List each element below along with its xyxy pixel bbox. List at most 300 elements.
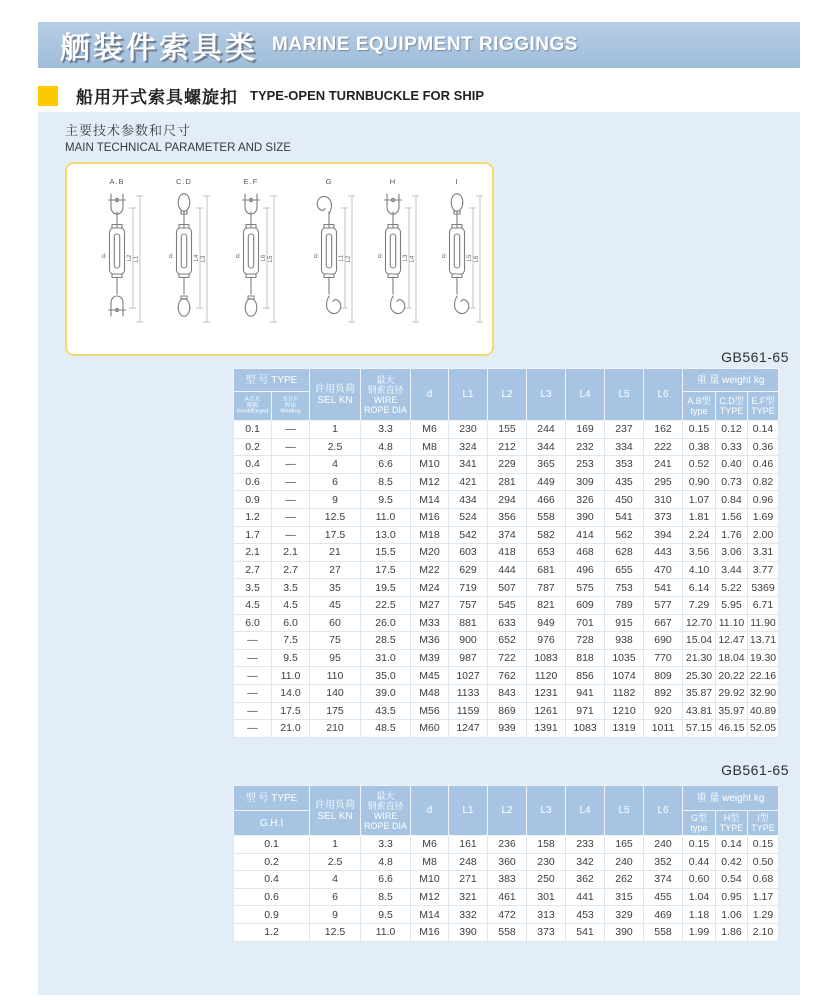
col-header-wire xyxy=(361,369,411,421)
table-cell: 309 xyxy=(566,473,605,491)
table-cell: 1319 xyxy=(605,720,644,738)
dimension-label: L2 xyxy=(346,255,352,263)
table-cell: 453 xyxy=(566,906,605,924)
table-cell: 655 xyxy=(605,561,644,579)
table-cell: 21 xyxy=(310,544,361,562)
table-cell: — xyxy=(272,491,310,509)
col-header-l4: L4 xyxy=(566,786,605,836)
header-line: 焊接 xyxy=(284,402,297,409)
table-cell: 1027 xyxy=(449,667,488,685)
table-cell: 1.06 xyxy=(716,906,748,924)
table-cell: 900 xyxy=(449,632,488,650)
table-cell: 0.68 xyxy=(748,871,779,889)
table-cell: 470 xyxy=(644,561,683,579)
table-cell: 0.84 xyxy=(716,491,748,509)
table-cell: M16 xyxy=(411,508,449,526)
table-cell: 2.00 xyxy=(748,526,779,544)
table1-body xyxy=(234,421,779,738)
header-line: type xyxy=(690,406,708,416)
table-cell: 1.81 xyxy=(683,508,716,526)
table-cell: 653 xyxy=(527,544,566,562)
table-row xyxy=(234,456,779,474)
table-cell: 1.29 xyxy=(748,906,779,924)
table-cell: 229 xyxy=(488,456,527,474)
table-cell: 2.7 xyxy=(234,561,272,579)
table-cell: 1.86 xyxy=(716,923,748,941)
table-cell: 18.04 xyxy=(716,649,748,667)
header-line: A.C.E xyxy=(245,396,260,403)
spec-table-abcdef xyxy=(233,368,779,738)
table-cell: 1.7 xyxy=(234,526,272,544)
diagram-d-label: d xyxy=(314,253,318,260)
table-cell: 0.54 xyxy=(716,871,748,889)
table-cell: 15.5 xyxy=(361,544,411,562)
table-cell: 3.3 xyxy=(361,836,411,854)
table-cell: 1074 xyxy=(605,667,644,685)
table-cell: M10 xyxy=(411,871,449,889)
table-cell: 3.31 xyxy=(748,544,779,562)
table-cell: 0.1 xyxy=(234,421,272,439)
table-cell: 461 xyxy=(488,888,527,906)
table-cell: 575 xyxy=(566,579,605,597)
table-row xyxy=(234,579,779,597)
table-cell: 28.5 xyxy=(361,632,411,650)
table-cell: 13.0 xyxy=(361,526,411,544)
table-cell: 29.92 xyxy=(716,684,748,702)
table-cell: 48.5 xyxy=(361,720,411,738)
table-cell: 6.6 xyxy=(361,871,411,889)
table-cell: — xyxy=(234,632,272,650)
table-cell: 110 xyxy=(310,667,361,685)
table-cell: 728 xyxy=(566,632,605,650)
table-row xyxy=(234,871,779,889)
table-cell: 11.10 xyxy=(716,614,748,632)
table-cell: 455 xyxy=(644,888,683,906)
table-cell: 250 xyxy=(527,871,566,889)
table-cell: 0.90 xyxy=(683,473,716,491)
header-line: Welding xyxy=(280,409,301,415)
table-cell: 248 xyxy=(449,853,488,871)
table-cell: 681 xyxy=(527,561,566,579)
table-cell: 0.2 xyxy=(234,853,310,871)
table-row xyxy=(234,702,779,720)
table-cell: 1391 xyxy=(527,720,566,738)
table-cell: — xyxy=(272,526,310,544)
table-cell: 418 xyxy=(488,544,527,562)
table-cell: 11.0 xyxy=(361,923,411,941)
diagram-label: I xyxy=(455,177,459,186)
table-row xyxy=(234,720,779,738)
table-cell: 753 xyxy=(605,579,644,597)
table-cell: 11.0 xyxy=(272,667,310,685)
table-cell: 414 xyxy=(566,526,605,544)
table-cell: 25.30 xyxy=(683,667,716,685)
table-cell: 1133 xyxy=(449,684,488,702)
table-row xyxy=(234,596,779,614)
table-cell: 1182 xyxy=(605,684,644,702)
diagram-label: E.F xyxy=(243,177,259,186)
header-line: WIRE xyxy=(373,394,398,405)
col-header-sel xyxy=(310,786,361,836)
table-cell: M36 xyxy=(411,632,449,650)
table-cell: — xyxy=(234,702,272,720)
col-header-l6: L6 xyxy=(644,369,683,421)
table-cell: 628 xyxy=(605,544,644,562)
table-cell: 373 xyxy=(644,508,683,526)
table-cell: 0.6 xyxy=(234,888,310,906)
table-cell: 43.5 xyxy=(361,702,411,720)
table-cell: 3.56 xyxy=(683,544,716,562)
table-cell: 633 xyxy=(488,614,527,632)
table-cell: 0.15 xyxy=(748,836,779,854)
banner-title-zh: 舾装件索具类 xyxy=(60,32,258,65)
table-cell: 0.46 xyxy=(748,456,779,474)
table-cell: 949 xyxy=(527,614,566,632)
table-cell: 6.6 xyxy=(361,456,411,474)
table-cell: M27 xyxy=(411,596,449,614)
table-row xyxy=(234,491,779,509)
table-cell: 856 xyxy=(566,667,605,685)
table-cell: 821 xyxy=(527,596,566,614)
table-cell: 1083 xyxy=(566,720,605,738)
col-header-weight-h xyxy=(716,811,748,836)
table-cell: 21.0 xyxy=(272,720,310,738)
spec-table-ghi xyxy=(233,785,779,942)
table-cell: 342 xyxy=(566,853,605,871)
table-cell: 17.5 xyxy=(361,561,411,579)
header-line: ROPE DIA xyxy=(363,404,407,415)
header-line: 最大 xyxy=(376,374,395,385)
col-header-d: d xyxy=(411,786,449,836)
table-cell: 353 xyxy=(605,456,644,474)
table-cell: 9 xyxy=(310,491,361,509)
col-header-l1: L1 xyxy=(449,786,488,836)
table-row xyxy=(234,614,779,632)
table-cell: 690 xyxy=(644,632,683,650)
table-cell: 40.89 xyxy=(748,702,779,720)
col-header-l3: L3 xyxy=(527,786,566,836)
table-cell: 809 xyxy=(644,667,683,685)
table-cell: 233 xyxy=(566,836,605,854)
table-cell: 32.90 xyxy=(748,684,779,702)
table-cell: 35.97 xyxy=(716,702,748,720)
table-cell: 1083 xyxy=(527,649,566,667)
header-line: TYPE xyxy=(719,406,744,416)
table-cell: 4.5 xyxy=(234,596,272,614)
table-cell: 7.5 xyxy=(272,632,310,650)
table-cell: 542 xyxy=(449,526,488,544)
table-cell: 4 xyxy=(310,871,361,889)
table-cell: 230 xyxy=(527,853,566,871)
header-line: H型 xyxy=(723,813,740,823)
table-cell: M39 xyxy=(411,649,449,667)
table-cell: 976 xyxy=(527,632,566,650)
table-cell: 722 xyxy=(488,649,527,667)
table-cell: 667 xyxy=(644,614,683,632)
table-cell: 11.0 xyxy=(361,508,411,526)
table-cell: 365 xyxy=(527,456,566,474)
table-cell: 43.81 xyxy=(683,702,716,720)
table-cell: 1.04 xyxy=(683,888,716,906)
table-cell: 3.06 xyxy=(716,544,748,562)
table-cell: 390 xyxy=(449,923,488,941)
table-cell: 31.0 xyxy=(361,649,411,667)
table-cell: 12.5 xyxy=(310,508,361,526)
table-cell: 441 xyxy=(566,888,605,906)
dimension-label: L1 xyxy=(134,255,140,263)
table-cell: M20 xyxy=(411,544,449,562)
table-cell: 9 xyxy=(310,906,361,924)
header-line: 钢索直径 xyxy=(367,384,404,395)
table-cell: 869 xyxy=(488,702,527,720)
table-cell: 1.07 xyxy=(683,491,716,509)
table-cell: 3.5 xyxy=(272,579,310,597)
col-header-l5: L5 xyxy=(605,786,644,836)
table-cell: M33 xyxy=(411,614,449,632)
table-cell: — xyxy=(234,684,272,702)
table-cell: 0.44 xyxy=(683,853,716,871)
header-line: SEL KN xyxy=(317,810,353,822)
col-header-wire xyxy=(361,786,411,836)
table-cell: 390 xyxy=(605,923,644,941)
table-cell: 27 xyxy=(310,561,361,579)
table-cell: 545 xyxy=(488,596,527,614)
col-header-l2: L2 xyxy=(488,786,527,836)
table-cell: 4 xyxy=(310,456,361,474)
table-cell: 434 xyxy=(449,491,488,509)
table-cell: 541 xyxy=(644,579,683,597)
table-cell: 609 xyxy=(566,596,605,614)
table-cell: 12.47 xyxy=(716,632,748,650)
table-cell: 881 xyxy=(449,614,488,632)
header-line: I型 xyxy=(757,813,769,823)
turnbuckle-drawing-i xyxy=(442,177,483,322)
table-cell: 0.6 xyxy=(234,473,272,491)
table-cell: 294 xyxy=(488,491,527,509)
table-cell: 35 xyxy=(310,579,361,597)
table-cell: 558 xyxy=(488,923,527,941)
table-cell: M18 xyxy=(411,526,449,544)
table-cell: 6.0 xyxy=(272,614,310,632)
table-cell: — xyxy=(272,421,310,439)
table-cell: 1120 xyxy=(527,667,566,685)
table-cell: M14 xyxy=(411,491,449,509)
table-row xyxy=(234,632,779,650)
table-cell: 558 xyxy=(527,508,566,526)
table-cell: 236 xyxy=(488,836,527,854)
table-cell: 915 xyxy=(605,614,644,632)
table-cell: 0.42 xyxy=(716,853,748,871)
col-header-l6: L6 xyxy=(644,786,683,836)
table-row xyxy=(234,544,779,562)
table-cell: 1.18 xyxy=(683,906,716,924)
table-cell: 1 xyxy=(310,836,361,854)
col-header-type: 型 号 TYPE xyxy=(234,369,310,392)
table-cell: 1.56 xyxy=(716,508,748,526)
dimension-label: L5 xyxy=(268,255,274,263)
table-cell: 35.87 xyxy=(683,684,716,702)
table-cell: 374 xyxy=(644,871,683,889)
table-cell: 20.22 xyxy=(716,667,748,685)
table-cell: 1.2 xyxy=(234,508,272,526)
table-cell: M8 xyxy=(411,853,449,871)
table-cell: M24 xyxy=(411,579,449,597)
col-header-weight: 重 量 weight kg xyxy=(683,369,779,392)
table-cell: 603 xyxy=(449,544,488,562)
table-cell: 1.17 xyxy=(748,888,779,906)
table-row xyxy=(234,473,779,491)
table-cell: M16 xyxy=(411,923,449,941)
table-cell: 374 xyxy=(488,526,527,544)
table-cell: 1.2 xyxy=(234,923,310,941)
table-cell: 230 xyxy=(449,421,488,439)
table-cell: — xyxy=(272,473,310,491)
table-row xyxy=(234,667,779,685)
intro-line-en: MAIN TECHNICAL PARAMETER AND SIZE xyxy=(65,142,291,154)
table-cell: 0.52 xyxy=(683,456,716,474)
table-cell: M8 xyxy=(411,438,449,456)
table-cell: 562 xyxy=(605,526,644,544)
table-cell: 52.05 xyxy=(748,720,779,738)
table-cell: M45 xyxy=(411,667,449,685)
table-cell: 210 xyxy=(310,720,361,738)
table-row xyxy=(234,888,779,906)
table-cell: 2.7 xyxy=(272,561,310,579)
table-cell: 0.9 xyxy=(234,906,310,924)
table-cell: 3.5 xyxy=(234,579,272,597)
standard-code-table1: GB561-65 xyxy=(721,349,789,365)
table-row xyxy=(234,836,779,854)
table-cell: 295 xyxy=(644,473,683,491)
table-cell: 971 xyxy=(566,702,605,720)
table-cell: 3.3 xyxy=(361,421,411,439)
table-cell: 577 xyxy=(644,596,683,614)
table-cell: 352 xyxy=(644,853,683,871)
table-cell: 1.99 xyxy=(683,923,716,941)
table-cell: 0.36 xyxy=(748,438,779,456)
table-cell: 496 xyxy=(566,561,605,579)
table-cell: 0.1 xyxy=(234,836,310,854)
table-cell: — xyxy=(234,667,272,685)
table-cell: 390 xyxy=(566,508,605,526)
table2-header xyxy=(234,786,779,836)
table-cell: — xyxy=(272,456,310,474)
col-header-l3: L3 xyxy=(527,369,566,421)
table-cell: 360 xyxy=(488,853,527,871)
table-cell: 421 xyxy=(449,473,488,491)
table-cell: 1035 xyxy=(605,649,644,667)
table-cell: M10 xyxy=(411,456,449,474)
table-cell: 0.4 xyxy=(234,456,272,474)
dimension-label: L3 xyxy=(403,254,409,262)
table-cell: 2.10 xyxy=(748,923,779,941)
table-cell: 2.1 xyxy=(234,544,272,562)
header-line: 许用负荷 xyxy=(315,383,355,395)
table-cell: — xyxy=(272,508,310,526)
table-cell: 0.14 xyxy=(748,421,779,439)
table-cell: 2.1 xyxy=(272,544,310,562)
table-cell: 155 xyxy=(488,421,527,439)
table-cell: 1.76 xyxy=(716,526,748,544)
table-cell: 1231 xyxy=(527,684,566,702)
table-cell: 629 xyxy=(449,561,488,579)
table-cell: 6 xyxy=(310,473,361,491)
table-cell: 450 xyxy=(605,491,644,509)
turnbuckle-drawing-h xyxy=(378,177,419,322)
table-cell: 939 xyxy=(488,720,527,738)
table-cell: 0.15 xyxy=(683,421,716,439)
table-cell: 444 xyxy=(488,561,527,579)
table-cell: 45 xyxy=(310,596,361,614)
col-header-l2: L2 xyxy=(488,369,527,421)
table-cell: 12.70 xyxy=(683,614,716,632)
header-line: 最大 xyxy=(376,790,395,801)
table-cell: 449 xyxy=(527,473,566,491)
table-cell: 3.77 xyxy=(748,561,779,579)
col-header-weight-cd xyxy=(716,392,748,421)
table-row xyxy=(234,853,779,871)
table-cell: 9.5 xyxy=(361,906,411,924)
diagram-label: G xyxy=(325,177,333,186)
table-cell: 262 xyxy=(605,871,644,889)
table-cell: 12.5 xyxy=(310,923,361,941)
table-cell: 0.9 xyxy=(234,491,272,509)
table-cell: 762 xyxy=(488,667,527,685)
table-cell: 140 xyxy=(310,684,361,702)
table-cell: 787 xyxy=(527,579,566,597)
table-row xyxy=(234,649,779,667)
table-cell: M12 xyxy=(411,473,449,491)
table-cell: M48 xyxy=(411,684,449,702)
table-cell: 2.24 xyxy=(683,526,716,544)
col-header-weight-ef xyxy=(748,392,779,421)
table-cell: 701 xyxy=(566,614,605,632)
table-cell: 0.82 xyxy=(748,473,779,491)
table-row xyxy=(234,508,779,526)
table-cell: 3.44 xyxy=(716,561,748,579)
table-row xyxy=(234,923,779,941)
table-cell: 35.0 xyxy=(361,667,411,685)
table-row xyxy=(234,906,779,924)
table-cell: 789 xyxy=(605,596,644,614)
table-cell: — xyxy=(272,438,310,456)
dimension-label: L6 xyxy=(474,255,480,263)
col-header-l1: L1 xyxy=(449,369,488,421)
header-line: type xyxy=(690,823,708,833)
diagram-label: A.B xyxy=(109,177,125,186)
table-cell: 818 xyxy=(566,649,605,667)
diagram-d-label: d xyxy=(378,253,382,260)
table-cell: 362 xyxy=(566,871,605,889)
table-row xyxy=(234,561,779,579)
col-header-weight-g xyxy=(683,811,716,836)
diagram-d-label: d xyxy=(236,253,240,260)
col-header-l4: L4 xyxy=(566,369,605,421)
section-title-en: TYPE-OPEN TURNBUCKLE FOR SHIP xyxy=(250,88,485,103)
table-cell: 271 xyxy=(449,871,488,889)
table-cell: 4.8 xyxy=(361,438,411,456)
table-cell: 4.8 xyxy=(361,853,411,871)
table-cell: 222 xyxy=(644,438,683,456)
col-header-weight: 重 量 weight kg xyxy=(683,786,779,811)
table-cell: 240 xyxy=(644,836,683,854)
table-cell: M6 xyxy=(411,836,449,854)
dimension-label: L5 xyxy=(467,254,473,262)
content-panel xyxy=(38,112,800,995)
header-line: TYPE xyxy=(751,406,775,416)
table-cell: 15.04 xyxy=(683,632,716,650)
table-cell: 2.5 xyxy=(310,438,361,456)
